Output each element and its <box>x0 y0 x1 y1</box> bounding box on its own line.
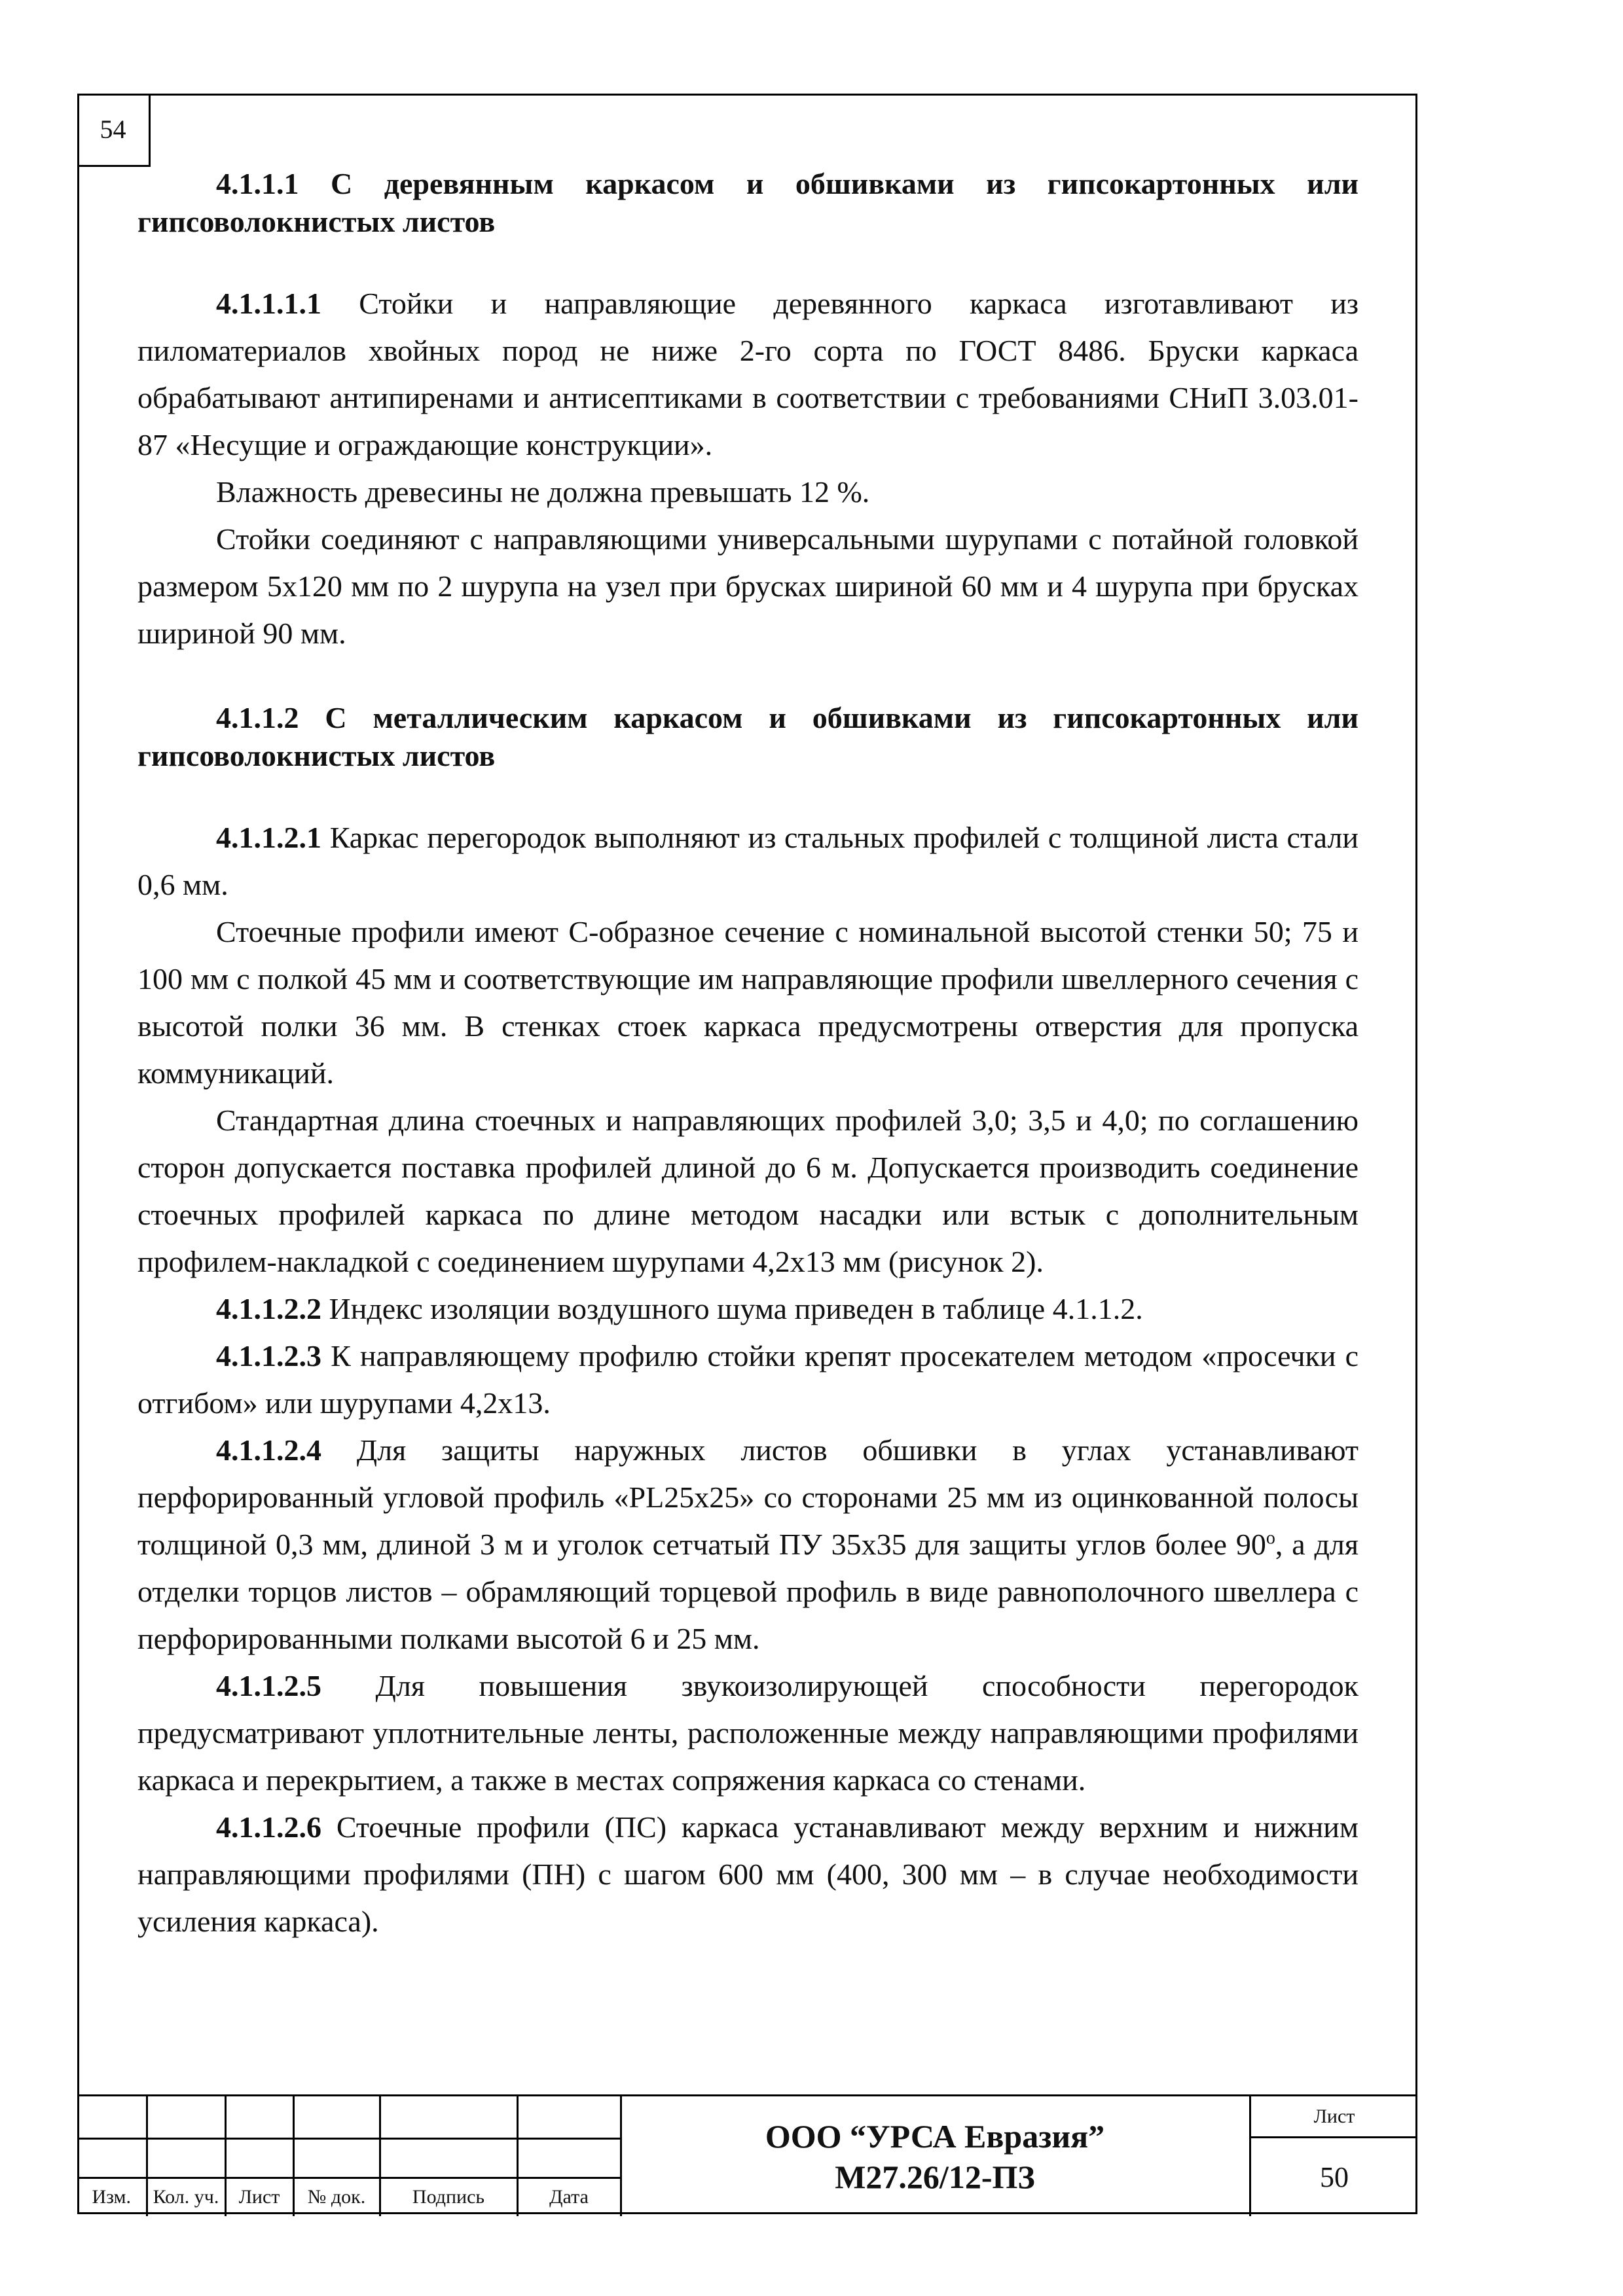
document-body <box>137 165 1359 1945</box>
revision-cell <box>293 2096 380 2138</box>
paragraph: Стандартная длина стоечных и направляющих профилей 3,0; 3,5 и 4,0; по соглашению сторон допускается поставка профилей длиной до 6 м. Допускается производить соединение стоечных профилей каркаса по длине методом насадки или встык с дополнительным профилем-накладкой с соединением шурупами 4,2х13 мм (рисунок 2). <box>137 1103 1359 1278</box>
paragraph <box>137 1662 1359 1804</box>
column-header-signature: Подпись <box>380 2178 517 2216</box>
revision-cell <box>147 2096 225 2138</box>
revision-cell <box>293 2138 380 2178</box>
heading-number: 4.1.1.1 <box>216 167 299 200</box>
paragraph-text: Стоечные профили (ПС) каркаса устанавливают между верхним и нижним направляющими профилями (ПН) с шагом 600 мм (400, 300 мм – в случае необходимости усиления каркаса). <box>137 1810 1359 1938</box>
revision-cell <box>225 2138 293 2178</box>
revision-cell <box>225 2096 293 2138</box>
paragraph: Стойки соединяют с направляющими универсальными шурупами с потайной головкой размером 5х120 мм по 2 шурупа на узел при брусках шириной 60 мм и 4 шурупа при брусках шириной 90 мм. <box>137 522 1359 650</box>
paragraph <box>137 280 1359 469</box>
column-header-change: Изм. <box>77 2178 147 2216</box>
paragraph <box>137 1333 1359 1427</box>
clause-number: 4.1.1.2.6 <box>216 1810 321 1844</box>
organization-block <box>621 2096 1249 2216</box>
paragraph-text: Для повышения звукоизолирующей способности перегородок предусматривают уплотнительные ленты, расположенные между направляющими профилями каркаса и перекрытием, а также в местах сопряжения каркаса со стенами. <box>137 1669 1359 1797</box>
paragraph-text: К направляющему профилю стойки крепят просекателем методом «просечки с отгибом» или шурупами 4,2х13. <box>137 1339 1359 1420</box>
paragraph: Стоечные профили имеют С-образное сечение с номинальной высотой стенки 50; 75 и 100 мм с полкой 45 мм и соответствующие им направляющие профили швеллерного сечения с высотой полки 36 мм. В стенках стоек каркаса предусмотрены отверстия для пропуска коммуникаций. <box>137 915 1359 1090</box>
column-header-doc-number: № док. <box>293 2178 380 2216</box>
revision-cell <box>77 2096 147 2138</box>
revision-cell <box>517 2138 621 2178</box>
clause-number: 4.1.1.2.1 <box>216 821 321 854</box>
degree-superscript: о <box>1266 1528 1275 1549</box>
column-header-date: Дата <box>517 2178 621 2216</box>
paragraph: Влажность древесины не должна превышать 12 %. <box>216 475 870 509</box>
revision-cell <box>380 2138 517 2178</box>
column-header-count: Кол. уч. <box>147 2178 225 2216</box>
section-heading-4-1-1-1 <box>137 165 1359 241</box>
clause-number: 4.1.1.2.3 <box>216 1339 321 1372</box>
heading-text: С металлическим каркасом и обшивками из гипсокартонных или гипсоволокнистых листов <box>137 701 1359 772</box>
paragraph-text: Стойки и направляющие деревянного каркаса изготавливают из пиломатериалов хвойных пород не ниже 2-го сорта по ГОСТ 8486. Бруски каркаса обрабатывают антипиренами и антисептиками в соответствии с требованиями СНиП 3.03.01-87 «Несущие и ограждающие конструкции». <box>137 287 1359 461</box>
revision-table <box>77 2096 622 2216</box>
paragraph <box>137 814 1359 908</box>
heading-number: 4.1.1.2 <box>216 701 299 734</box>
revision-cell <box>147 2138 225 2178</box>
column-header-sheet: Лист <box>225 2178 293 2216</box>
paragraph-text: Для защиты наружных листов обшивки в углах устанавливают перфорированный угловой профиль «PL25х25» со сторонами 25 мм из оцинкованной полосы толщиной 0,3 мм, длиной 3 м и уголок сетчатый ПУ 35х35 для защиты углов более 90 <box>137 1433 1359 1561</box>
revision-cell <box>517 2096 621 2138</box>
paragraph-text: Каркас перегородок выполняют из стальных профилей с толщиной листа стали 0,6 мм. <box>137 821 1359 901</box>
paragraph <box>137 1285 1359 1333</box>
clause-number: 4.1.1.2.4 <box>216 1433 321 1467</box>
title-block <box>77 2094 1417 2214</box>
section-heading-4-1-1-2 <box>137 699 1359 775</box>
paragraph-text: , а для отделки торцов листов – обрамляющий торцевой профиль в виде равнополочного швеллера с перфорированными полками высотой 6 и 25 мм. <box>137 1528 1359 1655</box>
clause-number: 4.1.1.2.2 <box>216 1292 321 1325</box>
revision-cell <box>380 2096 517 2138</box>
document-code: М27.26/12-ПЗ <box>835 2158 1035 2195</box>
paragraph <box>137 1804 1359 1945</box>
page-number: 54 <box>77 94 151 167</box>
revision-cell <box>77 2138 147 2178</box>
clause-number: 4.1.1.2.5 <box>216 1669 321 1702</box>
paragraph <box>137 1427 1359 1662</box>
sheet-number: 50 <box>1249 2138 1417 2216</box>
organization-name: ООО “УРСА Евразия” <box>765 2117 1105 2155</box>
paragraph-text: Индекс изоляции воздушного шума приведен в таблице 4.1.1.2. <box>321 1292 1143 1325</box>
clause-number: 4.1.1.1.1 <box>216 287 321 320</box>
heading-text: С деревянным каркасом и обшивками из гипсокартонных или гипсоволокнистых листов <box>137 167 1359 238</box>
sheet-label: Лист <box>1249 2096 1417 2138</box>
